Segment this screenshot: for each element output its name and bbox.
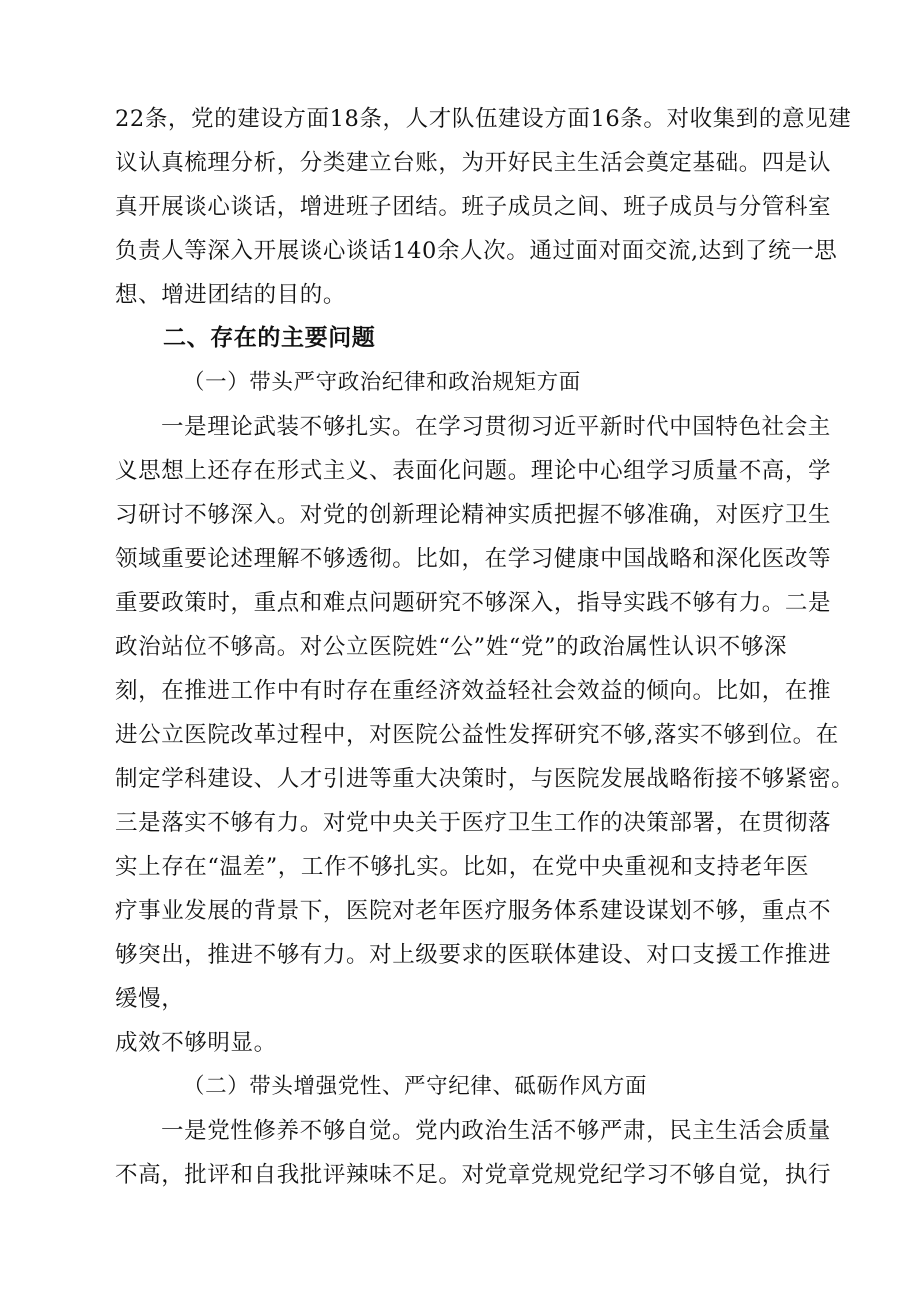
paragraph-line-19: 缓慢， [115, 986, 185, 1012]
paragraph-line-4: 负责人等深入开展谈心谈话140余人次。通过面对面交流,达到了统一思 [115, 238, 838, 264]
paragraph-line-10: 重要政策时，重点和难点问题研究不够深入，指导实践不够有力。二是 [115, 590, 832, 616]
paragraph-line-14: 制定学科建设、人才引进等重大决策时，与医院发展战略衔接不够紧密。 [115, 766, 855, 792]
paragraph-line-8: 习研讨不够深入。对党的创新理论精神实质把握不够准确，对医疗卫生 [115, 502, 832, 528]
paragraph-line-13: 进公立医院改革过程中，对医院公益性发挥研究不够,落实不够到位。在 [115, 722, 839, 748]
section-heading-problems: 二、存在的主要问题 [163, 325, 376, 351]
paragraph-line-3: 真开展谈心谈话，增进班子团结。班子成员之间、班子成员与分管科室 [115, 194, 832, 220]
paragraph-line-22: 不高，批评和自我批评辣味不足。对党章党规党纪学习不够自觉，执行 [115, 1162, 832, 1188]
subsection-heading-1: （一）带头严守政治纪律和政治规矩方面 [183, 370, 581, 395]
paragraph-line-6: 一是理论武装不够扎实。在学习贯彻习近平新时代中国特色社会主 [161, 414, 831, 440]
paragraph-line-15: 三是落实不够有力。对党中央关于医疗卫生工作的决策部署，在贯彻落 [115, 810, 832, 836]
paragraph-line-12: 刻，在推进工作中有时存在重经济效益轻社会效益的倾向。比如，在推 [115, 678, 832, 704]
paragraph-line-16: 实上存在“温差”，工作不够扎实。比如，在党中央重视和支持老年医 [115, 854, 810, 880]
paragraph-line-21: 一是党性修养不够自觉。党内政治生活不够严肃，民主生活会质量 [161, 1118, 831, 1144]
paragraph-line-18: 够突出，推进不够有力。对上级要求的医联体建设、对口支援工作推进 [115, 942, 832, 968]
paragraph-line-1: 22条，党的建设方面18条，人才队伍建设方面16条。对收集到的意见建 [115, 106, 852, 132]
paragraph-line-11: 政治站位不够高。对公立医院姓“公”姓“党”的政治属性认识不够深 [115, 634, 788, 660]
subsection-heading-2: （二）带头增强党性、严守纪律、砥砺作风方面 [183, 1074, 648, 1099]
paragraph-line-17: 疗事业发展的背景下，医院对老年医疗服务体系建设谋划不够，重点不 [115, 898, 832, 924]
paragraph-line-9: 领域重要论述理解不够透彻。比如，在学习健康中国战略和深化医改等 [115, 546, 832, 572]
paragraph-line-20: 成效不够明显。 [115, 1030, 277, 1056]
paragraph-line-7: 义思想上还存在形式主义、表面化问题。理论中心组学习质量不高，学 [115, 458, 832, 484]
paragraph-line-5: 想、增进团结的目的。 [115, 282, 347, 308]
paragraph-line-2: 议认真梳理分析，分类建立台账，为开好民主生活会奠定基础。四是认 [115, 150, 832, 176]
